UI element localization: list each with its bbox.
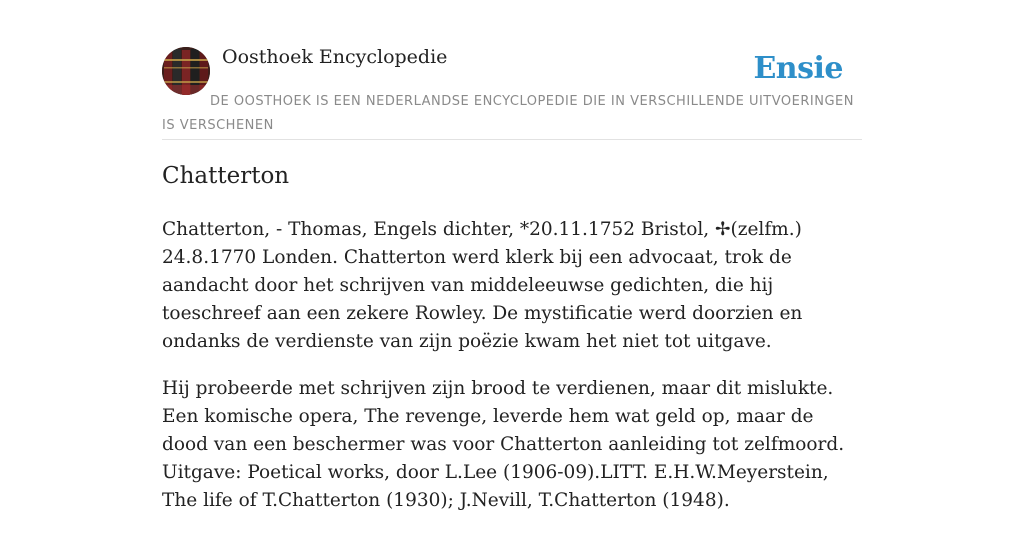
ensie-logo[interactable]: Ensie (753, 51, 843, 86)
article-paragraph: Hij probeerde met schrijven zijn brood te verdienen, maar dit mislukte. Een komische opera, The revenge, leverde hem wat geld op, maar de dood van een beschermer was voor Chatterton aanleiding tot zelfmoord. Uitgave: Poetical works, door L.Lee (1906-09).LITT. E.H.W.Meyerstein, The life of T.Chatterton (1930); J.Nevill, T.Chatterton (1948). (162, 378, 845, 511)
article-body (162, 216, 862, 534)
publication-name[interactable]: Oosthoek Encyclopedie (222, 46, 448, 68)
publication-tagline: DE OOSTHOEK IS EEN NEDERLANDSE ENCYCLOPEDIE DIE IN VERSCHILLENDE UITVOERINGEN IS VERSCHENEN (162, 94, 854, 133)
article-title: Chatterton (162, 163, 290, 189)
publication-header (162, 0, 862, 140)
publication-avatar-icon[interactable] (162, 47, 210, 95)
page (162, 0, 862, 511)
book-spines-icon (162, 47, 210, 95)
article-paragraph: Chatterton, - Thomas, Engels dichter, *20.11.1752 Bristol, ✢(zelfm.) 24.8.1770 Londen. Chatterton werd klerk bij een advocaat, trok de aandacht door het schrijven van middeleeuwse gedichten, die hij toeschreef aan een zekere Rowley. De mystificatie werd doorzien en ondanks de verdienste van zijn poëzie kwam het niet tot uitgave. (162, 219, 803, 352)
